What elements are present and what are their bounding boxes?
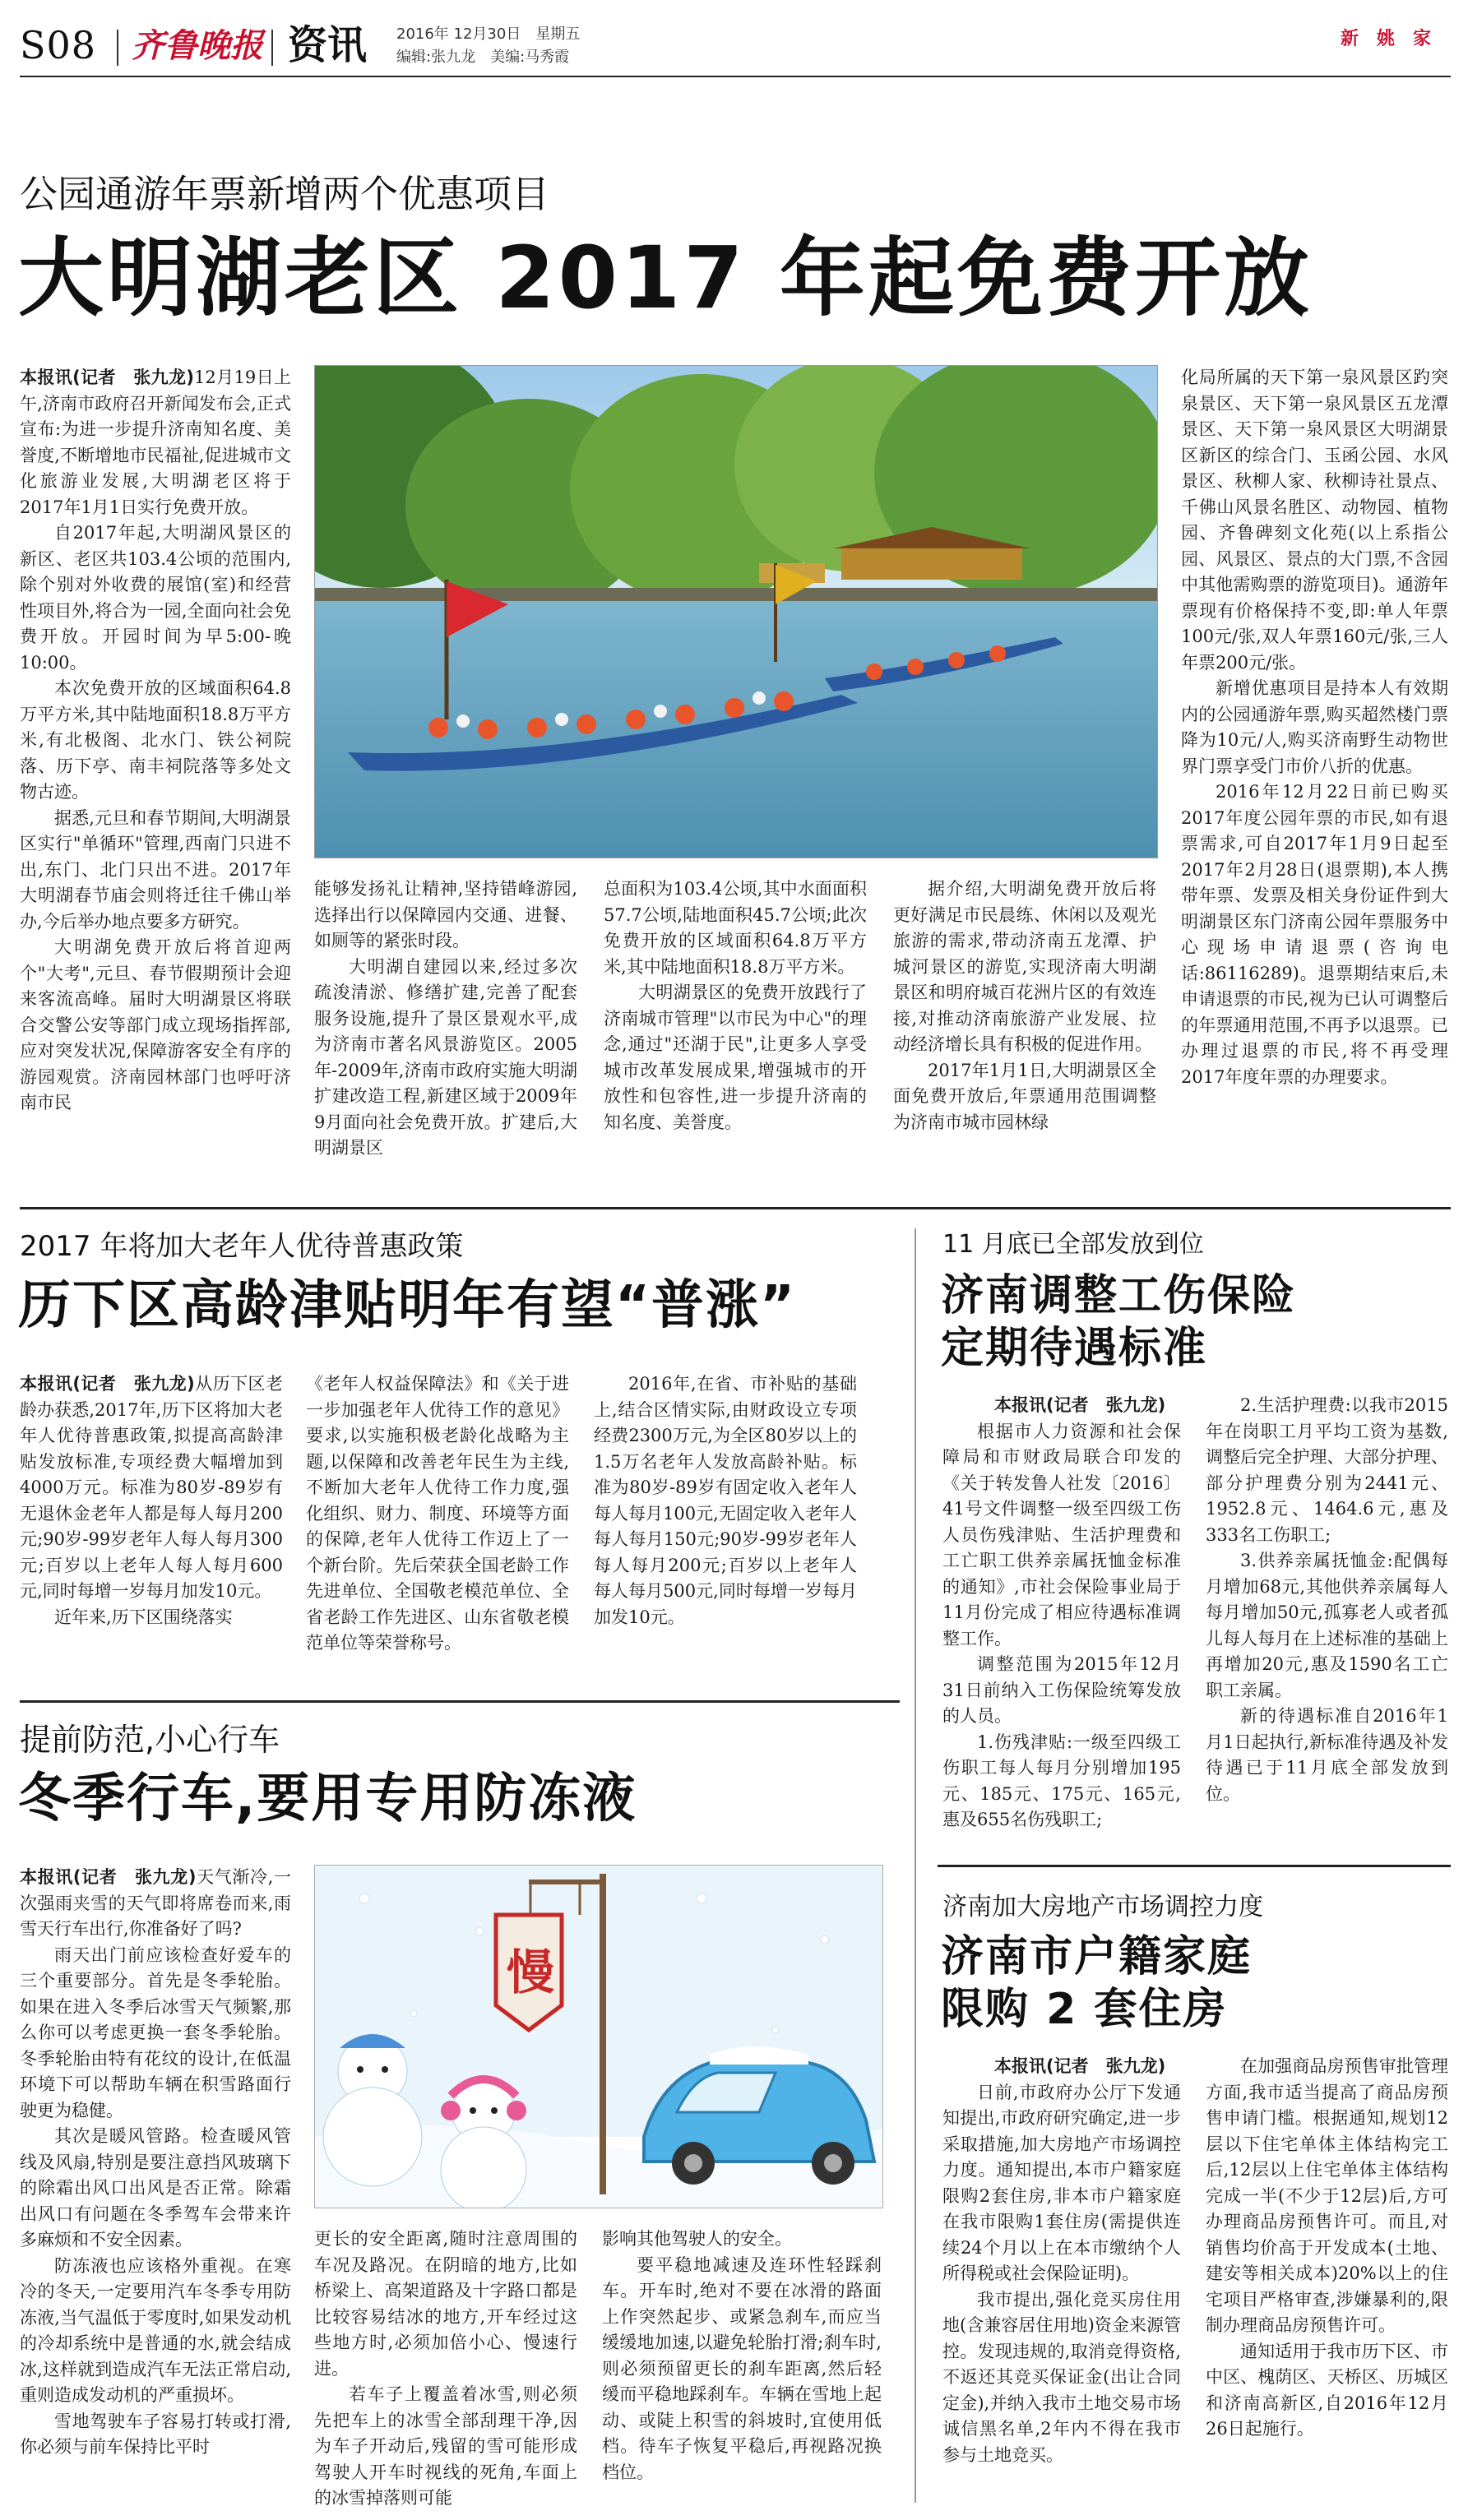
article4-kicker: 提前防范,小心行车 bbox=[20, 1722, 280, 1758]
sign-text: 慢 bbox=[506, 1944, 555, 2000]
article3-headline-line1: 济南调整工伤保险 bbox=[941, 1271, 1297, 1320]
section-divider bbox=[20, 1700, 900, 1703]
article2-col1 bbox=[20, 1371, 283, 1630]
article1-para: 化局所属的天下第一泉风景区趵突泉景区、天下第一泉风景区五龙潭景区、天下第一泉风景区大明湖景区新区的综合门、玉函公园、水风景区、秋柳人家、秋柳诗社景点、千佛山风景名胜区、动物园、植物园、齐鲁碑刻文化苑(以上系指公园、风景区、景点的大门票,不含园中其他需购票的游览项目)。通游年票现有价格保持不变,即:单人年票100元/张,双人年票160元/张,三人年票200元/张。 bbox=[1181, 368, 1448, 673]
masthead-rule bbox=[20, 76, 1451, 77]
dragon-boat-photo-icon bbox=[315, 366, 1157, 858]
article4-col2 bbox=[314, 2226, 577, 2512]
section-divider bbox=[938, 1865, 1451, 1867]
article1-para: 2016年12月22日前已购买2017年度公园年票的市民,如有退票需求,可自2017年1月9日起至2017年2月28日(退票期),本人携带年票、发票及相关身份证件到大明湖景区东门济南公园年票服务中心现场申请退票(咨询电话:86116289)。退票期结束后,未申请退票的市民,视为已认可调整后的年票通用范围,不再予以退票。已办理过退票的市民,将不再受理2017年度年票的办理要求。 bbox=[1181, 782, 1448, 1087]
article4-byline: 本报讯(记者 张九龙) bbox=[20, 1867, 197, 1887]
article1-headline: 大明湖老区 2017 年起免费开放 bbox=[18, 228, 1313, 328]
column-divider bbox=[915, 1228, 916, 2503]
article4-col1 bbox=[20, 1865, 291, 2461]
section-name: 资讯 bbox=[288, 22, 368, 68]
article3-para: 调整范围为2015年12月31日前纳入工伤保险统筹发放的人员。 bbox=[942, 1654, 1181, 1726]
article1-byline: 本报讯(记者 张九龙) bbox=[20, 368, 195, 387]
article5-para: 我市提出,强化竞买房住用地(含兼容居住用地)资金来源管控。发现违规的,取消竞得资格,不返还其竞买保证金(出让合同定金),并纳入我市土地交易市场诚信黑名单,2年内不得在我市参与土地竞买。 bbox=[942, 2289, 1181, 2465]
corner-tag: 新 姚 家 bbox=[1341, 29, 1432, 49]
article2-para: 2016年,在省、市补贴的基础上,结合区情实际,由财政设立专项经费2300万元,为全区80岁以上的1.5万名老年人发放高龄补贴。标准为80岁-89岁有固定收入老年人每人每月100元,无固定收入老年人每人每月150元;90岁-99岁老年人每人每月200元;百岁以上老年人每人每月500元,同时每增一岁每月加发10元。 bbox=[594, 1374, 857, 1627]
article2-byline: 本报讯(记者 张九龙) bbox=[20, 1374, 195, 1394]
article5-para: 日前,市政府办公厅下发通知提出,市政府研究确定,进一步采取措施,加大房地产市场调控力度。通知提出,本市户籍家庭限购2套住房,非本市户籍家庭在我市限购1套住房(需提供连续24个月以上在本市缴纳个人所得税或社会保险证明)。 bbox=[942, 2082, 1181, 2283]
article5-headline-line1: 济南市户籍家庭 bbox=[941, 1932, 1253, 1981]
article5-kicker: 济南加大房地产市场调控力度 bbox=[942, 1893, 1263, 1921]
article3-byline: 本报讯(记者 张九龙) bbox=[994, 1395, 1166, 1415]
masthead bbox=[0, 0, 1468, 76]
article3-col2 bbox=[1206, 1393, 1448, 1807]
article5-byline-para bbox=[942, 2054, 1181, 2080]
article4-para: 更长的安全距离,随时注意周围的车况及路况。在阴暗的地方,比如桥梁上、高架道路及十字路口都是比较容易结冰的地方,开车经过这些地方时,必须加倍小心、慢速行进。 bbox=[314, 2229, 577, 2379]
article1-para: 大明湖景区的免费开放践行了济南城市管理"以市民为中心"的理念,通过"还湖于民",让更多人享受城市改革发展成果,增强城市的开放性和包容性,进一步提升济南的知名度、美誉度。 bbox=[604, 983, 867, 1132]
article5-byline: 本报讯(记者 张九龙) bbox=[994, 2056, 1166, 2076]
article1-para: 据悉,元旦和春节期间,大明湖景区实行"单循环"管理,西南门只进不出,东门、北门只出不进。2017年大明湖春节庙会则将迁往千佛山举办,今后举办地点要多方研究。 bbox=[20, 807, 291, 932]
article1-photo bbox=[314, 365, 1158, 858]
article1-col4 bbox=[893, 876, 1156, 1135]
winter-driving-illustration-icon bbox=[315, 1866, 882, 2208]
article4-para: 防冻液也应该格外重视。在寒冷的冬天,一定要用汽车冬季专用防冻液,当气温低于零度时,如果发动机的冷却系统中是普通的水,就会结成冰,这样就到造成汽车无法正常启动,重则造成发动机的严重损坏。 bbox=[20, 2255, 291, 2405]
article5-headline-line2: 限购 2 套住房 bbox=[941, 1985, 1228, 2034]
article5-para: 在加强商品房预售审批管理方面,我市适当提高了商品房预售申请门槛。根据通知,规划12层以下住宅单体主体结构完工后,12层以上住宅单体主体结构完成一半(不少于12层)后,方可办理商品房预售许可。而且,对销售均价高于开发成本(土地、建安等相关成本)20%以上的住宅项目严格审查,涉嫌暴利的,限制办理商品房预售许可。 bbox=[1206, 2056, 1448, 2335]
paper-logo: 齐鲁晚报 bbox=[132, 26, 263, 65]
article3-headline-line2: 定期待遇标准 bbox=[941, 1324, 1208, 1373]
article1-kicker: 公园通游年票新增两个优惠项目 bbox=[20, 172, 549, 216]
article1-para: 本报讯(记者 张九龙)12月19日上午,济南市政府召开新闻发布会,正式宣布:为进一步提升济南知名度、美誉度,不断增地市民福祉,促进城市文化旅游业发展,大明湖老区将于2017年1月1日实行免费开放。 bbox=[20, 368, 291, 517]
section-divider bbox=[20, 1207, 1451, 1209]
article2-col2 bbox=[306, 1371, 569, 1657]
article4-illustration bbox=[314, 1865, 883, 2208]
article3-para: 根据市人力资源和社会保障局和市财政局联合印发的《关于转发鲁人社发〔2016〕41号文件调整一级至四级工伤人员伤残津贴、生活护理费和工亡职工供养亲属抚恤金标准的通知》,市社会保险事业局于11月份完成了相应待遇标准调整工作。 bbox=[942, 1421, 1181, 1648]
article2-para: 近年来,历下区围绕落实 bbox=[54, 1607, 233, 1627]
article2-col3 bbox=[594, 1371, 857, 1630]
article1-para: 本次免费开放的区域面积64.8万平方米,其中陆地面积18.8万平方米,有北极阁、北水门、铁公祠院落、历下亭、南丰祠院落等多处文物古迹。 bbox=[20, 678, 291, 802]
article3-para: 3.供养亲属抚恤金:配偶每月增加68元,其他供养亲属每人每月增加50元,孤寡老人或者孤儿每人每月在上述标准的基础上再增加20元,惠及1590名工亡职工亲属。 bbox=[1206, 1551, 1448, 1700]
article5-col1 bbox=[942, 2054, 1181, 2468]
article1-para: 据介绍,大明湖免费开放后将更好满足市民晨练、休闲以及观光旅游的需求,带动济南五龙潭、护城河景区的游览,实现济南大明湖景区和明府城百花洲片区的有效连接,对推动济南旅游产业发展、拉动经济增长具有积极的促进作用。 bbox=[893, 879, 1156, 1054]
masthead-divider bbox=[117, 30, 118, 66]
article4-para: 其次是暖风管路。检查暖风管线及风扇,特别是要注意挡风玻璃下的除霜出风口出风是否正常。除霜出风口有问题在冬季驾车会带来许多麻烦和不安全因素。 bbox=[20, 2126, 291, 2250]
article1-col3 bbox=[604, 876, 867, 1135]
article4-para: 要平稳地减速及连环性轻踩刹车。开车时,绝对不要在冰滑的路面上作突然起步、或紧急刹车,而应当缓缓地加速,以避免轮胎打滑;刹车时,则必须预留更长的刹车距离,然后轻缓而平稳地踩刹车。车辆在雪地上起动、或陡上积雪的斜坡时,宜使用低档。待车子恢复平稳后,再视路况换档位。 bbox=[602, 2254, 882, 2482]
article2-para: 本报讯(记者 张九龙)从历下区老龄办获悉,2017年,历下区将加大老年人优待普惠政策,拟提高高龄津贴发放标准,专项经费大幅增加到4000万元。标准为80岁-89岁有无退休金老年人都是每人每月200元;90岁-99岁老年人每人每月300元;百岁以上老年人每人每月600元,同时每增一岁每月加发10元。 bbox=[20, 1374, 283, 1601]
article1-para: 总面积为103.4公顷,其中水面面积57.7公顷,陆地面积45.7公顷;此次免费开放的区域面积64.8万平方米,其中陆地面积18.8万平方米。 bbox=[604, 879, 867, 977]
article3-byline-para bbox=[942, 1393, 1181, 1419]
article3-para: 2.生活护理费:以我市2015年在岗职工月平均工资为基数,调整后完全护理、大部分护理、部分护理费分别为2441元、1952.8元、1464.6元,惠及333名工伤职工; bbox=[1206, 1395, 1448, 1545]
article3-kicker: 11 月底已全部发放到位 bbox=[942, 1230, 1204, 1259]
article4-col3 bbox=[602, 2226, 882, 2485]
article1-para: 自2017年起,大明湖风景区的新区、老区共103.4公顷的范围内,除个别对外收费的展馆(室)和经营性项目外,将合为一园,全面向社会免费开放。开园时间为早5:00-晚10:00。 bbox=[20, 523, 291, 673]
article4-para: 雪地驾驶车子容易打转或打滑,你必须与前车保持比平时 bbox=[20, 2411, 291, 2457]
article3-para: 1.伤残津贴:一级至四级工伤职工每人每月分别增加195元、185元、175元、165元,惠及655名伤残职工; bbox=[942, 1732, 1181, 1829]
article2-para: 《老年人权益保障法》和《关于进一步加强老年人优待工作的意见》要求,以实施积极老龄化战略为主题,以保障和改善老年民生为主线,不断加大老年人优待工作力度,强化组织、财力、制度、环境等方面的保障,老年人优待工作迈上了一个新台阶。先后荣获全国老龄工作先进单位、全国敬老模范单位、全省老龄工作先进区、山东省敬老模范单位等荣誉称号。 bbox=[306, 1374, 569, 1653]
article3-para: 新的待遇标准自2016年1月1日起执行,新标准待遇及补发待遇已于11月底全部发放到位。 bbox=[1206, 1706, 1448, 1804]
article4-headline: 冬季行车,要用专用防冻液 bbox=[18, 1769, 637, 1829]
article3-col1 bbox=[942, 1393, 1181, 1833]
article1-col2 bbox=[314, 876, 577, 1162]
page-number: S08 bbox=[20, 23, 97, 67]
article1-col1 bbox=[20, 365, 291, 1117]
article4-para: 本报讯(记者 张九龙)天气渐冷,一次强雨夹雪的天气即将席卷而来,雨雪天行车出行,你准备好了吗? bbox=[20, 1867, 291, 1939]
article2-kicker: 2017 年将加大老年人优待普惠政策 bbox=[20, 1230, 464, 1263]
article1-para: 大明湖自建园以来,经过多次疏浚清淤、修缮扩建,完善了配套服务设施,提升了景区景观水平,成为济南市著名风景游览区。2005年-2009年,济南市政府实施大明湖扩建改造工程,新建区域于2009年9月面向社会免费开放。扩建后,大明湖景区 bbox=[314, 956, 577, 1158]
editors: 编辑:张九龙 美编:马秀霞 bbox=[396, 49, 570, 66]
article1-para: 新增优惠项目是持本人有效期内的公园通游年票,购买超然楼门票降为10元/人,购买济南野生动物世界门票享受门市价八折的优惠。 bbox=[1181, 678, 1448, 776]
article4-para: 雨天出门前应该检查好爱车的三个重要部分。首先是冬季轮胎。如果在进入冬季后冰雪天气频繁,那么你可以考虑更换一套冬季轮胎。冬季轮胎由特有花纹的设计,在低温环境下可以帮助车辆在积雪路面行驶更为稳健。 bbox=[20, 1944, 291, 2120]
article1-para: 大明湖免费开放后将首迎两个"大考",元旦、春节假期预计会迎来客流高峰。届时大明湖景区将联合交警公安等部门成立现场指挥部,应对突发状况,保障游客安全有序的游园观赏。济南园林部门也呼吁济南市民 bbox=[20, 937, 291, 1112]
article4-para: 若车子上覆盖着冰雪,则必须先把车上的冰雪全部刮理干净,因为车子开动后,残留的雪可能形成驾驶人开车时视线的死角,车面上的冰雪掉落则可能 bbox=[314, 2384, 577, 2508]
article4-para: 影响其他驾驶人的安全。 bbox=[602, 2229, 792, 2249]
article1-para: 能够发扬礼让精神,坚持错峰游园,选择出行以保障园内交通、进餐、如厕等的紧张时段。 bbox=[314, 879, 577, 950]
article1-para: 2017年1月1日,大明湖景区全面免费开放后,年票通用范围调整为济南市城市园林绿 bbox=[893, 1060, 1156, 1132]
article5-col2 bbox=[1206, 2054, 1448, 2443]
issue-date: 2016年 12月30日 星期五 bbox=[396, 25, 581, 43]
article2-headline: 历下区高龄津贴明年有望“普涨” bbox=[18, 1275, 797, 1336]
masthead-divider bbox=[271, 30, 273, 66]
article1-col5 bbox=[1181, 365, 1448, 1090]
article5-para: 通知适用于我市历下区、市中区、槐荫区、天桥区、历城区和济南高新区,自2016年12月26日起施行。 bbox=[1206, 2341, 1448, 2439]
